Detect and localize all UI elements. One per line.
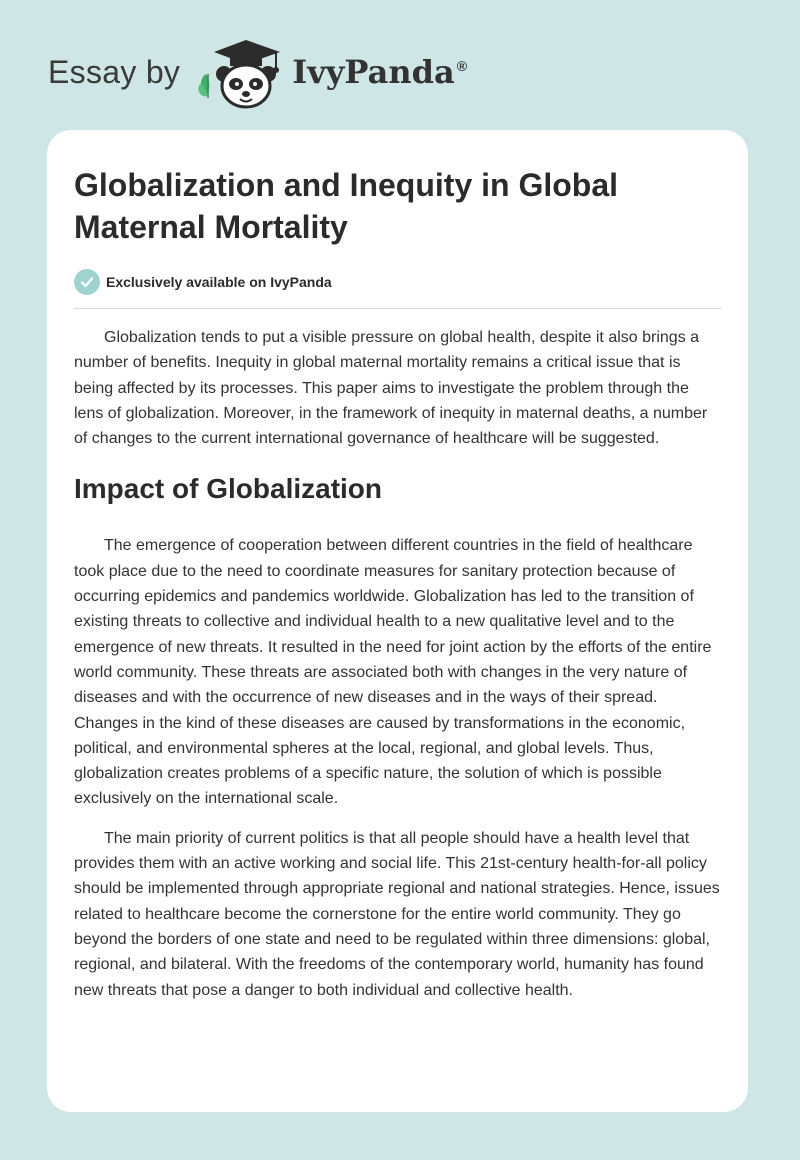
registered-mark: ®: [456, 58, 468, 75]
section-heading: Impact of Globalization: [74, 473, 383, 505]
exclusive-notice: [74, 268, 722, 296]
section-paragraph: The main priority of current politics is that all people should have a health level that provides them with an active working and social life. This 21st-century health-for-all policy should be implemented through appropriate regional and national strategies. Hence, issues related to healthcare become the cornerstone for the entire world community. They go beyond the borders of one state and need to be regulated within three dimensions: global, regional, and bilateral. With the freedoms of the contemporary world, humanity has found new threats that pose a danger to both individual and collective health.: [74, 829, 720, 999]
essay-content: [74, 164, 722, 1003]
essay-title: Globalization and Inequity in Global Maternal Mortality: [74, 167, 619, 245]
exclusive-label: Exclusively available on IvyPanda: [106, 274, 332, 290]
section-paragraph: The emergence of cooperation between different countries in the field of healthcare took place due to the need to coordinate measures for sanitary protection because of occurring epidemics and pandemics worldwide. Globalization has led to the transition of existing threats to collective and individual health to a new qualitative level and to the emergence of new threats. It resulted in the need for joint action by the efforts of the entire world community. These threats are associated both with changes in the very nature of diseases and with the occurrence of new diseases and in the ways of their spread. Changes in the kind of these diseases are caused by transformations in the economic, political, and environmental spheres at the local, regional, and global levels. Thus, globalization creates problems of a specific nature, the solution of which is possible exclusively on the international scale.: [74, 537, 712, 808]
panda-graduate-logo-icon: [196, 34, 288, 110]
title-divider: [74, 308, 722, 309]
site-header-brand[interactable]: [48, 34, 467, 110]
brand-name: IvyPanda ®: [292, 53, 468, 91]
essay-card: [47, 130, 748, 1112]
intro-paragraph: Globalization tends to put a visible pressure on global health, despite it also brings a number of benefits. Inequity in global maternal mortality remains a critical issue that is being affected by its processes. This paper aims to investigate the problem through the lens of globalization. Moreover, in the framework of inequity in maternal deaths, a number of changes to the current international governance of healthcare will be suggested.: [74, 329, 708, 448]
brand-prefix: Essay by: [48, 53, 181, 90]
check-circle-icon: [74, 269, 100, 295]
